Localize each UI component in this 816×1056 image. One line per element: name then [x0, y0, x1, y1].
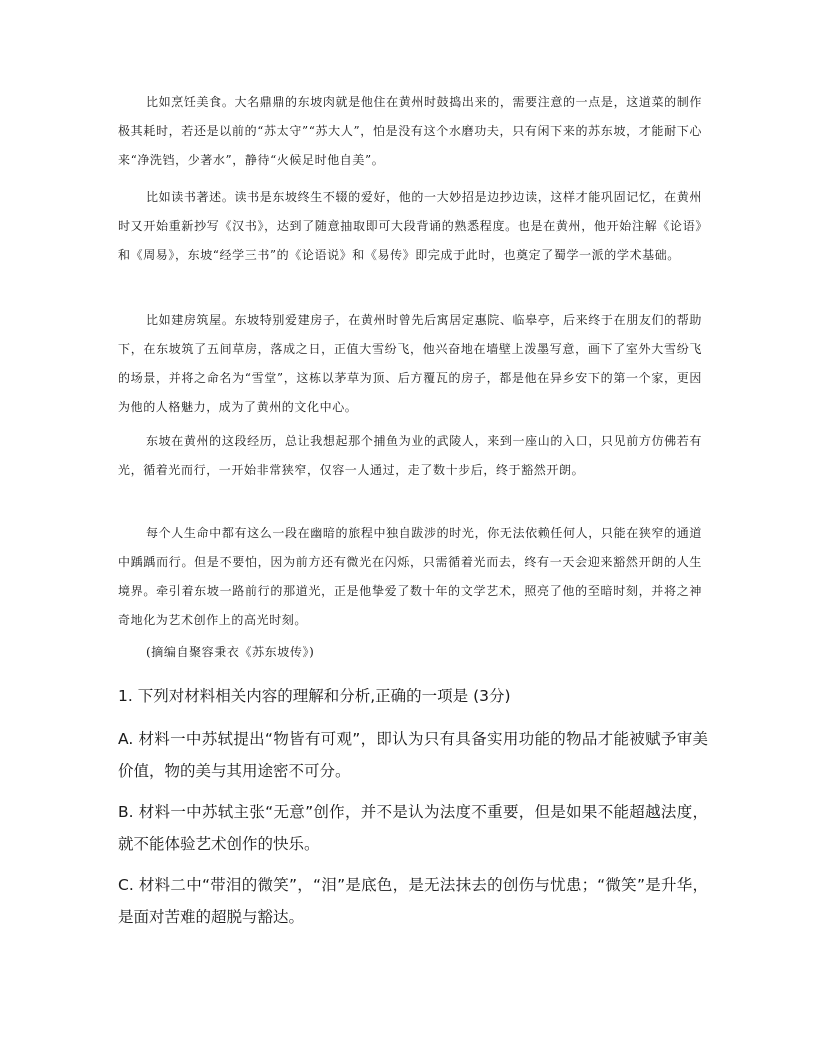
question-stem: 1. 下列对材料相关内容的理解和分析,正确的一项是 (3分) [118, 687, 511, 705]
passage-source: (摘编自聚容秉衣《苏东坡传》) [146, 645, 315, 659]
passage-paragraph-reading: 比如读书著述。读书是东坡终生不辍的爱好，他的一大妙招是边抄边读，这样才能巩固记忆，在黄州时又开始重新抄写《汉书》，达到了随意抽取即可大段背诵的熟悉程度。也是在黄州，他开始注解《论语》和《周易》，东坡“经学三书”的《论语说》和《易传》即完成于此时，也奠定了蜀学一派的学术基础。 [118, 190, 702, 262]
option-a: A. 材料一中苏轼提出“物皆有可观”，即认为只有具备实用功能的物品才能被赋予审美价值，物的美与其用途密不可分。 [118, 730, 708, 780]
option-b: B. 材料一中苏轼主张“无意”创作，并不是认为法度不重要，但是如果不能超越法度，就不能体验艺术创作的快乐。 [118, 803, 708, 853]
option-c: C. 材料二中“带泪的微笑”，“泪”是底色，是无法抹去的创伤与忧患；“微笑”是升华，是面对苦难的超脱与豁达。 [118, 876, 708, 926]
passage-paragraph-cooking: 比如烹饪美食。大名鼎鼎的东坡肉就是他住在黄州时鼓捣出来的，需要注意的一点是，这道菜的制作极其耗时，若还是以前的“苏太守”“苏大人”，怕是没有这个水磨功夫，只有闲下来的苏东坡，才能耐下心来“净洗铛，少著水”，静待“火候足时他自美”。 [118, 95, 702, 167]
passage-paragraph-building: 比如建房筑屋。东坡特别爱建房子，在黄州时曾先后寓居定惠院、临皋亭，后来终于在朋友们的帮助下，在东坡筑了五间草房，落成之日，正值大雪纷飞，他兴奋地在墙壁上泼墨写意，画下了室外大雪纷飞的场景，并将之命名为“雪堂”，这栋以茅草为顶、后方覆瓦的房子，都是他在异乡安下的第一个家，更因为他的人格魅力，成为了黄州的文化中心。 [118, 313, 702, 414]
passage-paragraph-wuling: 东坡在黄州的这段经历，总让我想起那个捕鱼为业的武陵人，来到一座山的入口，只见前方仿佛若有光，循着光而行，一开始非常狭窄，仅容一人通过，走了数十步后，终于豁然开朗。 [118, 434, 702, 477]
passage-paragraph-light: 每个人生命中都有这么一段在幽暗的旅程中独自跋涉的时光，你无法依赖任何人，只能在狭窄的通道中踽踽而行。但是不要怕，因为前方还有微光在闪烁，只需循着光而去，终有一天会迎来豁然开朗的人生境界。牵引着东坡一路前行的那道光，正是他挚爱了数十年的文学艺术，照亮了他的至暗时刻，并将之神奇地化为艺术创作上的高光时刻。 [118, 526, 702, 627]
